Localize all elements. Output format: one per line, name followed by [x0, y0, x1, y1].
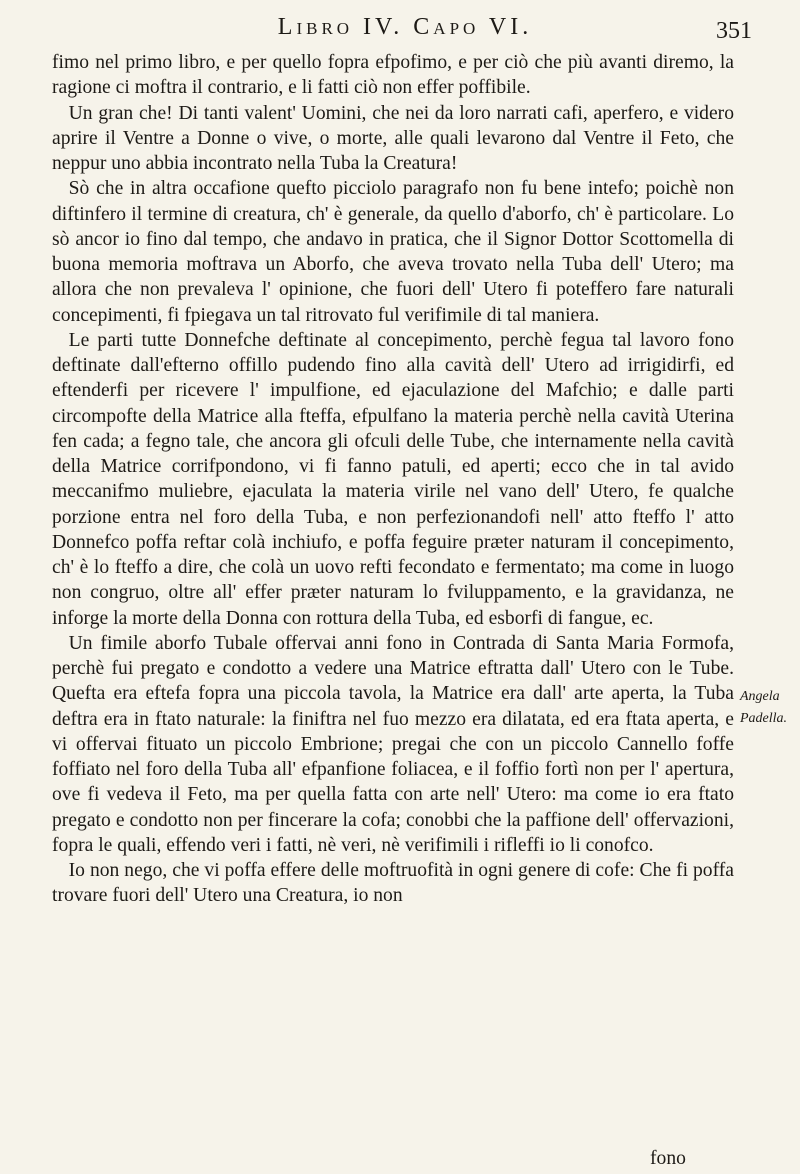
- margin-note-surname: Padella.: [740, 711, 788, 726]
- margin-note-name: Angela: [740, 689, 780, 704]
- page-header: [0, 14, 800, 48]
- paragraph: Io non nego, che vi poffa effere delle moftruofità in ogni genere di cofe: Che fi poffa trovare fuori dell' Utero una Creatura, io non: [52, 860, 734, 907]
- running-title: Libro IV. Capo VI.: [277, 14, 533, 40]
- catchword: fono: [650, 1148, 686, 1169]
- paragraph: fimo nel primo libro, e per quello fopra efpofimo, e per ciò che più avanti diremo, la ragione ci moftra il contrario, e li fatti ciò non effer poffibile.: [52, 52, 734, 99]
- body-text: [52, 50, 734, 909]
- paragraph: Un fimile aborfo Tubale offervai anni fono in Contrada di Santa Maria Formofa, perchè fui pregato e condotto a vedere una Matrice eftratta dall' Utero con le Tube. Quefta era eftefa fopra una piccola tavola, la Matrice era dall' arte aperta, la Tuba deftra era in ftato naturale: la finiftra nel fuo mezzo era dilatata, ed era ftata aperta, e vi offervai fituato un piccolo Embrione; pregai che con un piccolo Cannello foffe foffiato nel foro della Tuba all' efpanfione foliacea, e il foffio fortì non per l' apertura, ove fi vedeva il Feto, ma per quella fatta con arte nell' Utero: ma come io era ftato pregato e condotto non per fincerare la cofa; conobbi che la paffione dell' offervazioni, fopra le quali, effendo veri i fatti, nè veri, nè verifimili i rifleffi io li conofco.: [52, 632, 734, 856]
- paragraph: Le parti tutte Donnefche deftinate al concepimento, perchè fegua tal lavoro fono deftinate dall'efterno offillo pudendo fino alla cavità dell' Utero ad irrigidirfi, ed eftenderfi per ricevere l' impulfione, ed ejaculazione del Mafchio; e dalle parti circompofte della Matrice alla fteffa, efpulfano la materia perchè nella cavità Uterina fen cada; a fegno tale, che ancora gli ofculi delle Tube, che internamente nella cavità della Matrice corrifpondono, vi fi fanno patuli, ed aperti; ecco che in tal avido meccanifmo muliebre, ejaculata la materia virile nel vano dell' Utero, fe qualche porzione entra nel foro della Tuba, e non perfezionandofi nell' atto fteffo l' atto Donnefco poffa reftar colà inchiufo, e poffa feguire præter naturam il concepimento, ch' è lo fteffo a dire, che colà un uovo refti fecondato e fermentato; ma come in luogo non congruo, oltre all' effer præter naturam lo fviluppamento, e la gravidanza, ne inforge la morte della Donna con rottura della Tuba, ed esborfi di fangue, ec.: [52, 329, 734, 629]
- paragraph: Un gran che! Di tanti valent' Uomini, che nei da loro narrati cafi, aperfero, e videro aprire il Ventre a Donne o vive, o morte, alle quali levarono dal Ventre il Feto, che neppur uno abbia incontrato nella Tuba la Creatura!: [52, 102, 734, 174]
- paragraph: Sò che in altra occafione quefto picciolo paragrafo non fu bene intefo; poichè non diftinfero il termine di creatura, ch' è generale, da quello d'aborfo, ch' è particolare. Lo sò ancor io fino dal tempo, che andavo in pratica, che il Signor Dottor Scottomella di buona memoria moftrava un Aborfo, che aveva trovato nella Tuba dell' Utero; ma allora che non prevaleva l' opinione, che fuori dell' Utero fi poteffero fare naturali concepimenti, fi fpiegava un tal ritrovato ful verifimile di tal maniera.: [52, 178, 734, 326]
- page-number: 351: [716, 18, 752, 44]
